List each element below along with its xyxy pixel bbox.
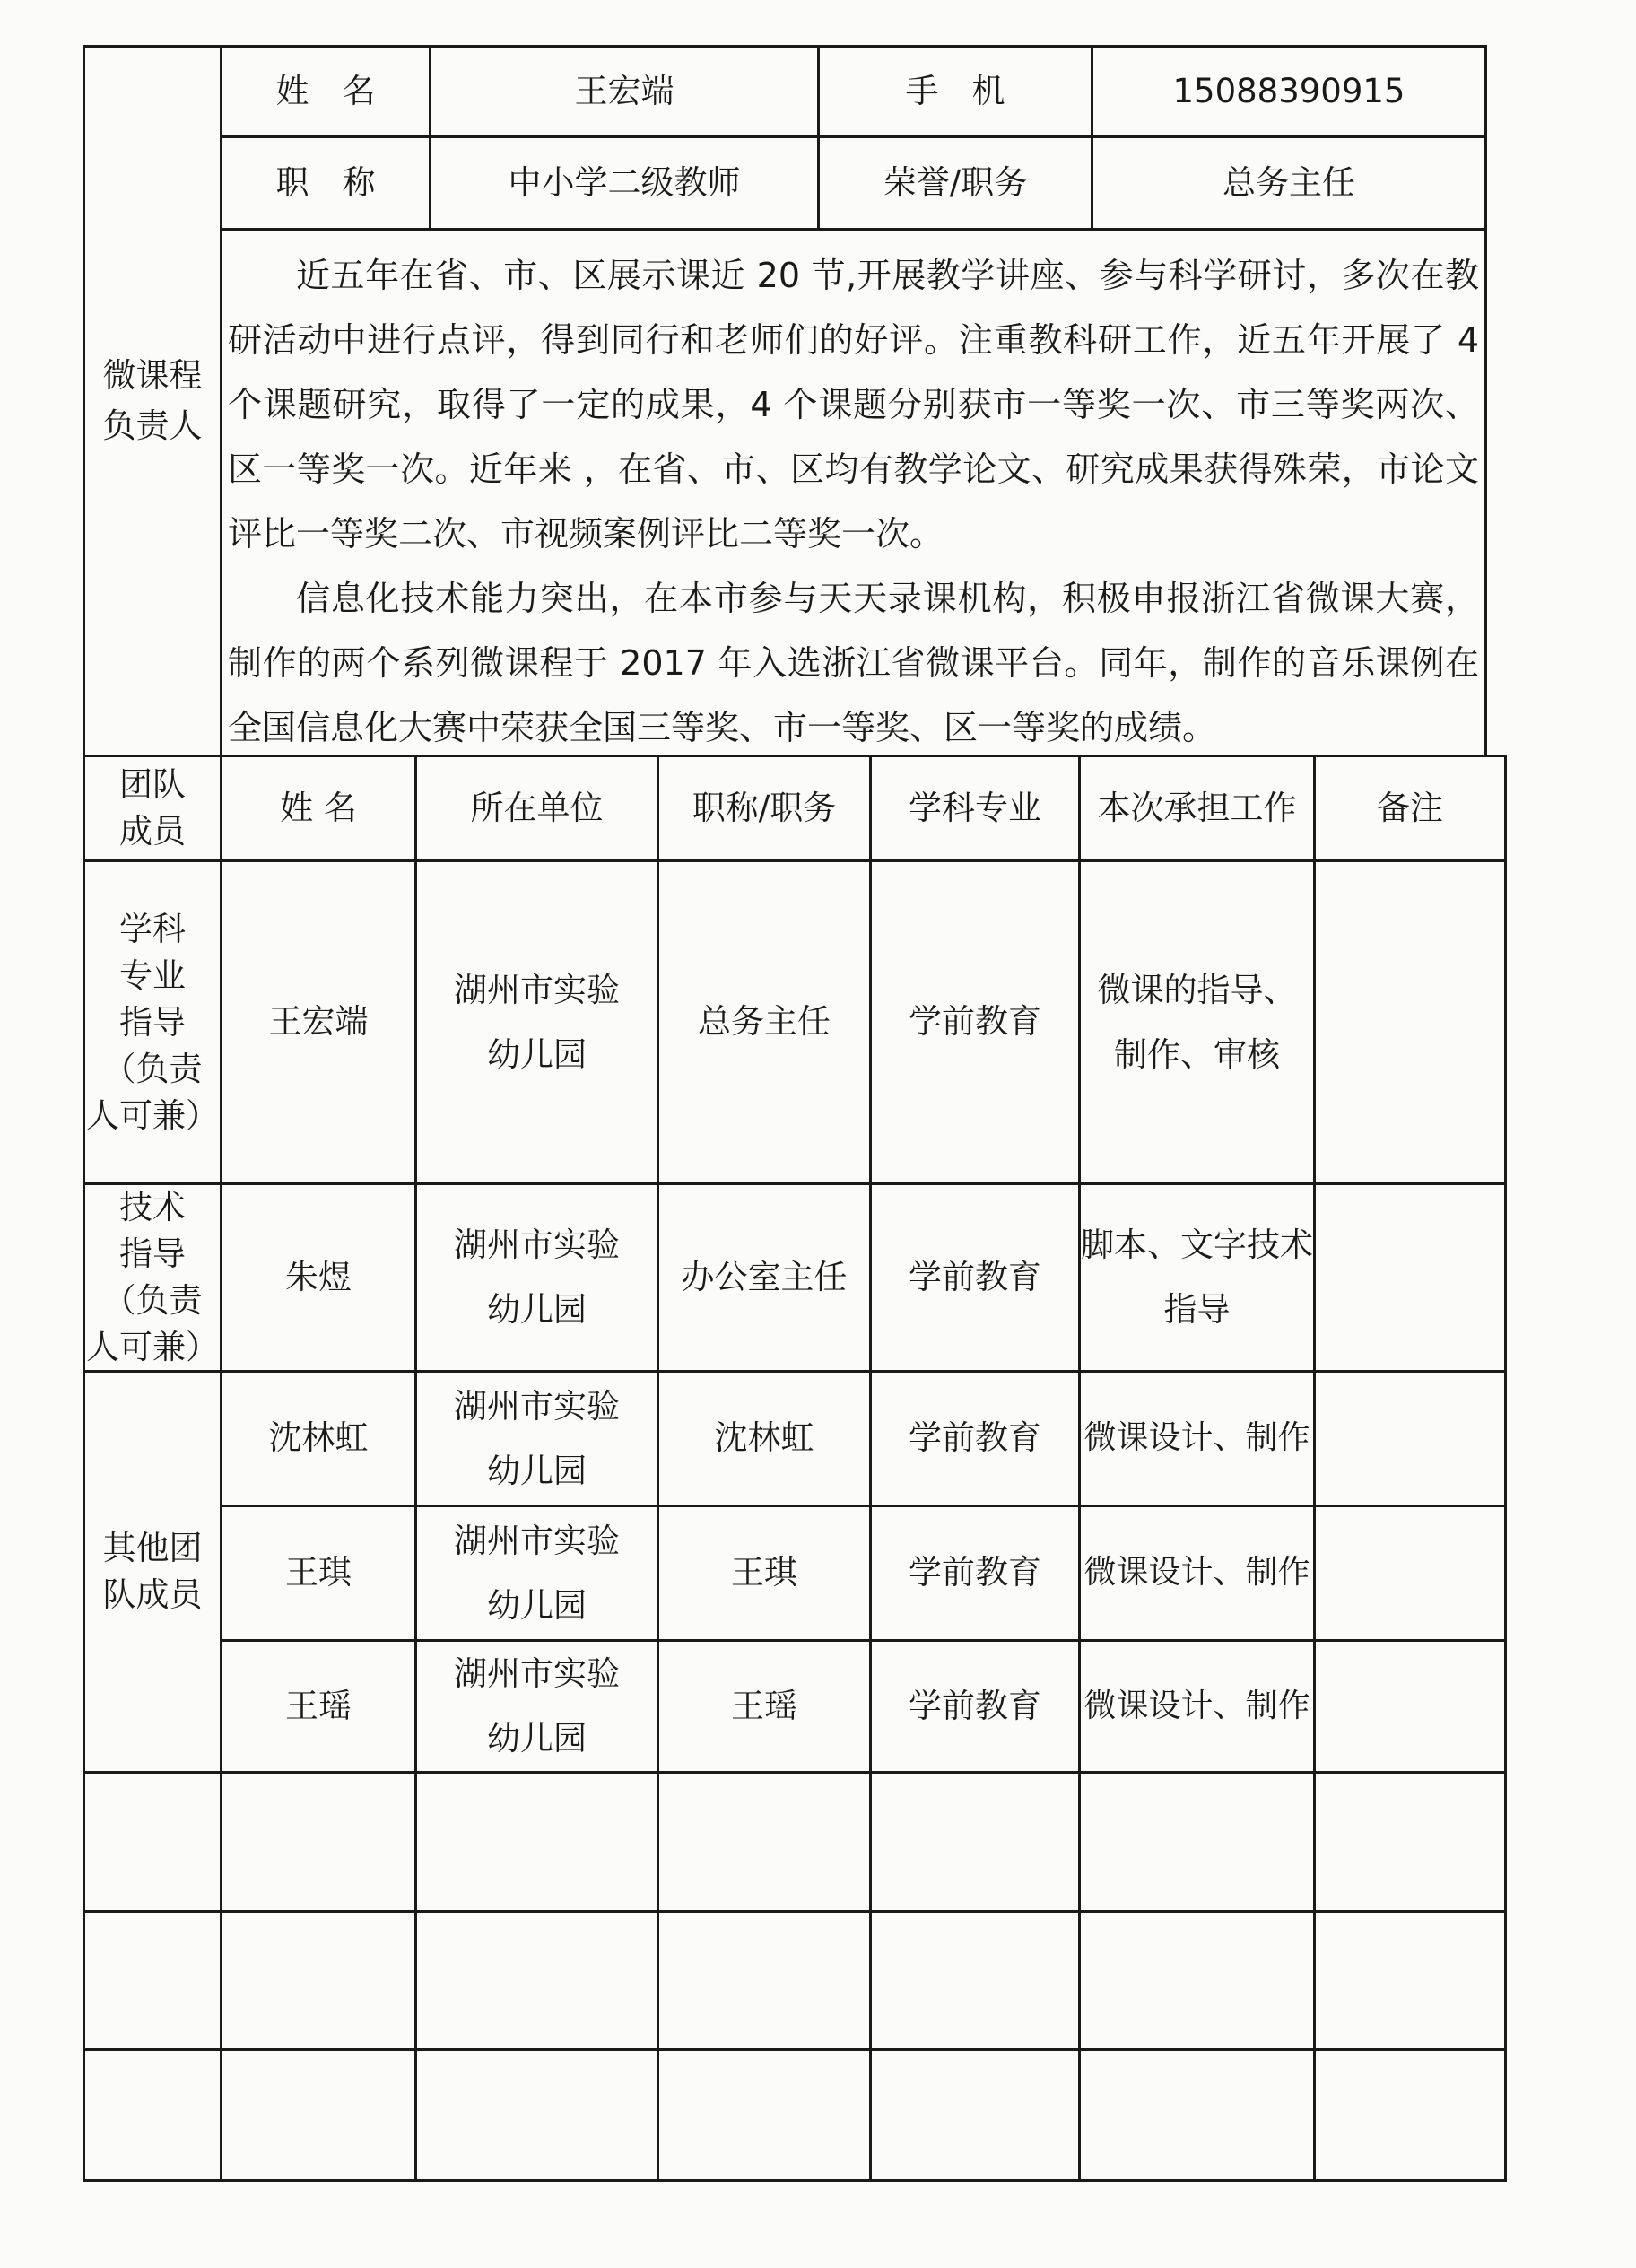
group-others-line: 队成员 [102, 1575, 203, 1614]
leader-description [220, 228, 1487, 757]
member-major: 学前教育 [909, 1002, 1041, 1042]
phone-label: 手 机 [905, 71, 1005, 110]
name-label: 姓 名 [275, 71, 376, 110]
table-row-title [657, 1182, 872, 1373]
table-row-title [657, 1639, 872, 1774]
member-name: 沈林虹 [268, 1418, 369, 1458]
phone-label-cell [817, 45, 1093, 138]
leader-honor: 总务主任 [1223, 162, 1355, 202]
empty-cell [414, 2048, 659, 2182]
member-major: 学前教育 [909, 1257, 1041, 1296]
empty-cell [869, 1910, 1081, 2051]
empty-cell [1313, 1910, 1507, 2051]
leader-phone: 15088390915 [1172, 71, 1405, 110]
group-subject-guide [83, 859, 222, 1185]
group-tech-line: 人可兼） [86, 1328, 219, 1366]
member-major: 学前教育 [909, 1418, 1041, 1458]
empty-cell [83, 2048, 222, 2182]
group-subject-line: 专业 [119, 955, 186, 995]
member-unit-line: 幼儿园 [487, 1290, 587, 1329]
empty-cell [220, 1771, 417, 1913]
empty-cell [1313, 2048, 1507, 2182]
leader-label-line-2: 负责人 [102, 406, 203, 445]
table-row-work [1078, 859, 1316, 1185]
group-subject-line: 人可兼） [86, 1095, 219, 1135]
member-major: 学前教育 [909, 1553, 1041, 1592]
group-tech-line: （负责 [102, 1281, 203, 1320]
member-unit-line: 幼儿园 [487, 1719, 587, 1758]
empty-cell [83, 1910, 222, 2051]
member-title: 总务主任 [698, 1002, 831, 1042]
empty-cell [657, 1910, 872, 2051]
member-work-line: 制作、审核 [1114, 1034, 1280, 1074]
leader-label-cell [83, 45, 222, 757]
honor-label-cell [817, 135, 1093, 231]
team-header-label [83, 755, 222, 862]
table-row-work [1078, 1505, 1316, 1642]
leader-title: 中小学二级教师 [508, 162, 741, 202]
table-row-note [1313, 1370, 1507, 1507]
empty-cell [657, 1771, 872, 1913]
member-name: 王瑶 [285, 1686, 352, 1725]
title-label: 职 称 [275, 162, 376, 202]
empty-cell [220, 2048, 417, 2182]
honor-label: 荣誉/职务 [883, 162, 1028, 202]
header-unit-text: 所在单位 [470, 788, 604, 827]
table-row-name [220, 859, 417, 1185]
empty-cell [1078, 2048, 1316, 2182]
group-subject-line: 学科 [119, 909, 186, 948]
group-others-line: 其他团 [102, 1529, 203, 1567]
header-work-text: 本次承担工作 [1097, 788, 1297, 827]
honor-value-cell [1091, 135, 1487, 231]
header-note [1313, 755, 1507, 862]
description-paragraph-1: 近五年在省、市、区展示课近 20 节,开展教学讲座、参与科学研讨，多次在教研活动中进行点评，得到同行和老师们的好评。注重教科研工作，近五年开展了 4 个课题研究，取得了一定的成果，4 个课题分别获市一等奖一次、市三等奖两次、区一等奖一次。近年来 ，在省、市、区均有教学论文、研究成果获得殊荣，市论文评比一等奖二次、市视频案例评比二等奖一次。 [228, 256, 1479, 554]
leader-name: 王宏端 [574, 71, 674, 110]
header-name-text: 姓 名 [280, 788, 357, 827]
table-row-name [220, 1639, 417, 1774]
leader-label-line-1: 微课程 [102, 356, 203, 395]
table-row-note [1313, 1639, 1507, 1774]
team-header-line-1: 团队 [119, 765, 186, 804]
table-row-unit [414, 1639, 659, 1774]
table-row-title [657, 1505, 872, 1642]
group-tech-guide [83, 1182, 222, 1373]
table-row-unit [414, 859, 659, 1185]
title-value-cell [429, 135, 820, 231]
table-row-unit [414, 1505, 659, 1642]
table-row-title [657, 1370, 872, 1507]
member-work: 微课设计、制作 [1083, 1554, 1310, 1592]
empty-cell [83, 1771, 222, 1913]
group-subject-line: 指导 [119, 1002, 186, 1042]
member-work-line: 脚本、文字技术 [1081, 1226, 1313, 1264]
group-tech-line: 技术 [119, 1188, 186, 1226]
table-row-major [869, 1505, 1081, 1642]
header-note-text: 备注 [1377, 788, 1443, 827]
table-row-major [869, 1370, 1081, 1507]
name-label-cell [220, 45, 431, 138]
name-value-cell [429, 45, 820, 138]
table-row-name [220, 1182, 417, 1373]
group-subject-line: （负责 [102, 1049, 203, 1088]
description-paragraph-2: 信息化技术能力突出，在本市参与天天录课机构，积极申报浙江省微课大赛，制作的两个系列微课程于 2017 年入选浙江省微课平台。同年，制作的音乐课例在全国信息化大赛中荣获全国三等奖、市一等奖、区一等奖的成绩。 [228, 579, 1479, 747]
header-major [869, 755, 1081, 862]
member-work-line: 微课的指导、 [1097, 970, 1297, 1009]
table-row-name [220, 1370, 417, 1507]
table-row-work [1078, 1182, 1316, 1373]
empty-cell [869, 1771, 1081, 1913]
member-unit-line: 湖州市实验 [454, 1386, 620, 1426]
member-unit-line: 幼儿园 [487, 1451, 587, 1490]
phone-value-cell [1091, 45, 1487, 138]
member-title: 沈林虹 [714, 1418, 814, 1458]
table-row-title [657, 859, 872, 1185]
table-row-unit [414, 1182, 659, 1373]
empty-cell [414, 1910, 659, 2051]
member-name: 朱煜 [285, 1257, 352, 1296]
table-row-major [869, 859, 1081, 1185]
member-name: 王宏端 [268, 1002, 369, 1042]
group-others [83, 1370, 222, 1774]
table-row-work [1078, 1639, 1316, 1774]
header-title-text: 职称/职务 [692, 788, 837, 827]
member-work: 微课设计、制作 [1083, 1419, 1310, 1457]
member-unit-line: 湖州市实验 [454, 1654, 620, 1693]
member-title: 办公室主任 [681, 1257, 848, 1296]
member-unit-line: 幼儿园 [487, 1585, 587, 1625]
empty-cell [1078, 1910, 1316, 2051]
table-row-major [869, 1182, 1081, 1373]
table-row-note [1313, 1505, 1507, 1642]
member-work-line: 指导 [1163, 1290, 1231, 1329]
empty-cell [869, 2048, 1081, 2182]
empty-cell [220, 1910, 417, 2051]
member-title: 王瑶 [731, 1686, 797, 1725]
table-row-note [1313, 1182, 1507, 1373]
empty-cell [1078, 1771, 1316, 1913]
group-tech-line: 指导 [119, 1234, 186, 1273]
empty-cell [1313, 1771, 1507, 1913]
member-unit-line: 湖州市实验 [454, 970, 620, 1009]
member-unit-line: 幼儿园 [487, 1034, 587, 1074]
member-major: 学前教育 [909, 1686, 1041, 1725]
member-title: 王琪 [731, 1553, 797, 1592]
header-title [657, 755, 872, 862]
header-work [1078, 755, 1316, 862]
member-name: 王琪 [285, 1553, 352, 1592]
member-unit-line: 湖州市实验 [454, 1521, 620, 1560]
empty-cell [414, 1771, 659, 1913]
header-name [220, 755, 417, 862]
header-major-text: 学科专业 [909, 788, 1041, 827]
member-unit-line: 湖州市实验 [454, 1226, 620, 1264]
table-row-name [220, 1505, 417, 1642]
team-header-line-2: 成员 [119, 812, 186, 850]
empty-cell [657, 2048, 872, 2182]
title-label-cell [220, 135, 431, 231]
table-row-unit [414, 1370, 659, 1507]
table-row-work [1078, 1370, 1316, 1507]
header-unit [414, 755, 659, 862]
table-row-note [1313, 859, 1507, 1185]
table-row-major [869, 1639, 1081, 1774]
member-work: 微课设计、制作 [1083, 1687, 1310, 1724]
